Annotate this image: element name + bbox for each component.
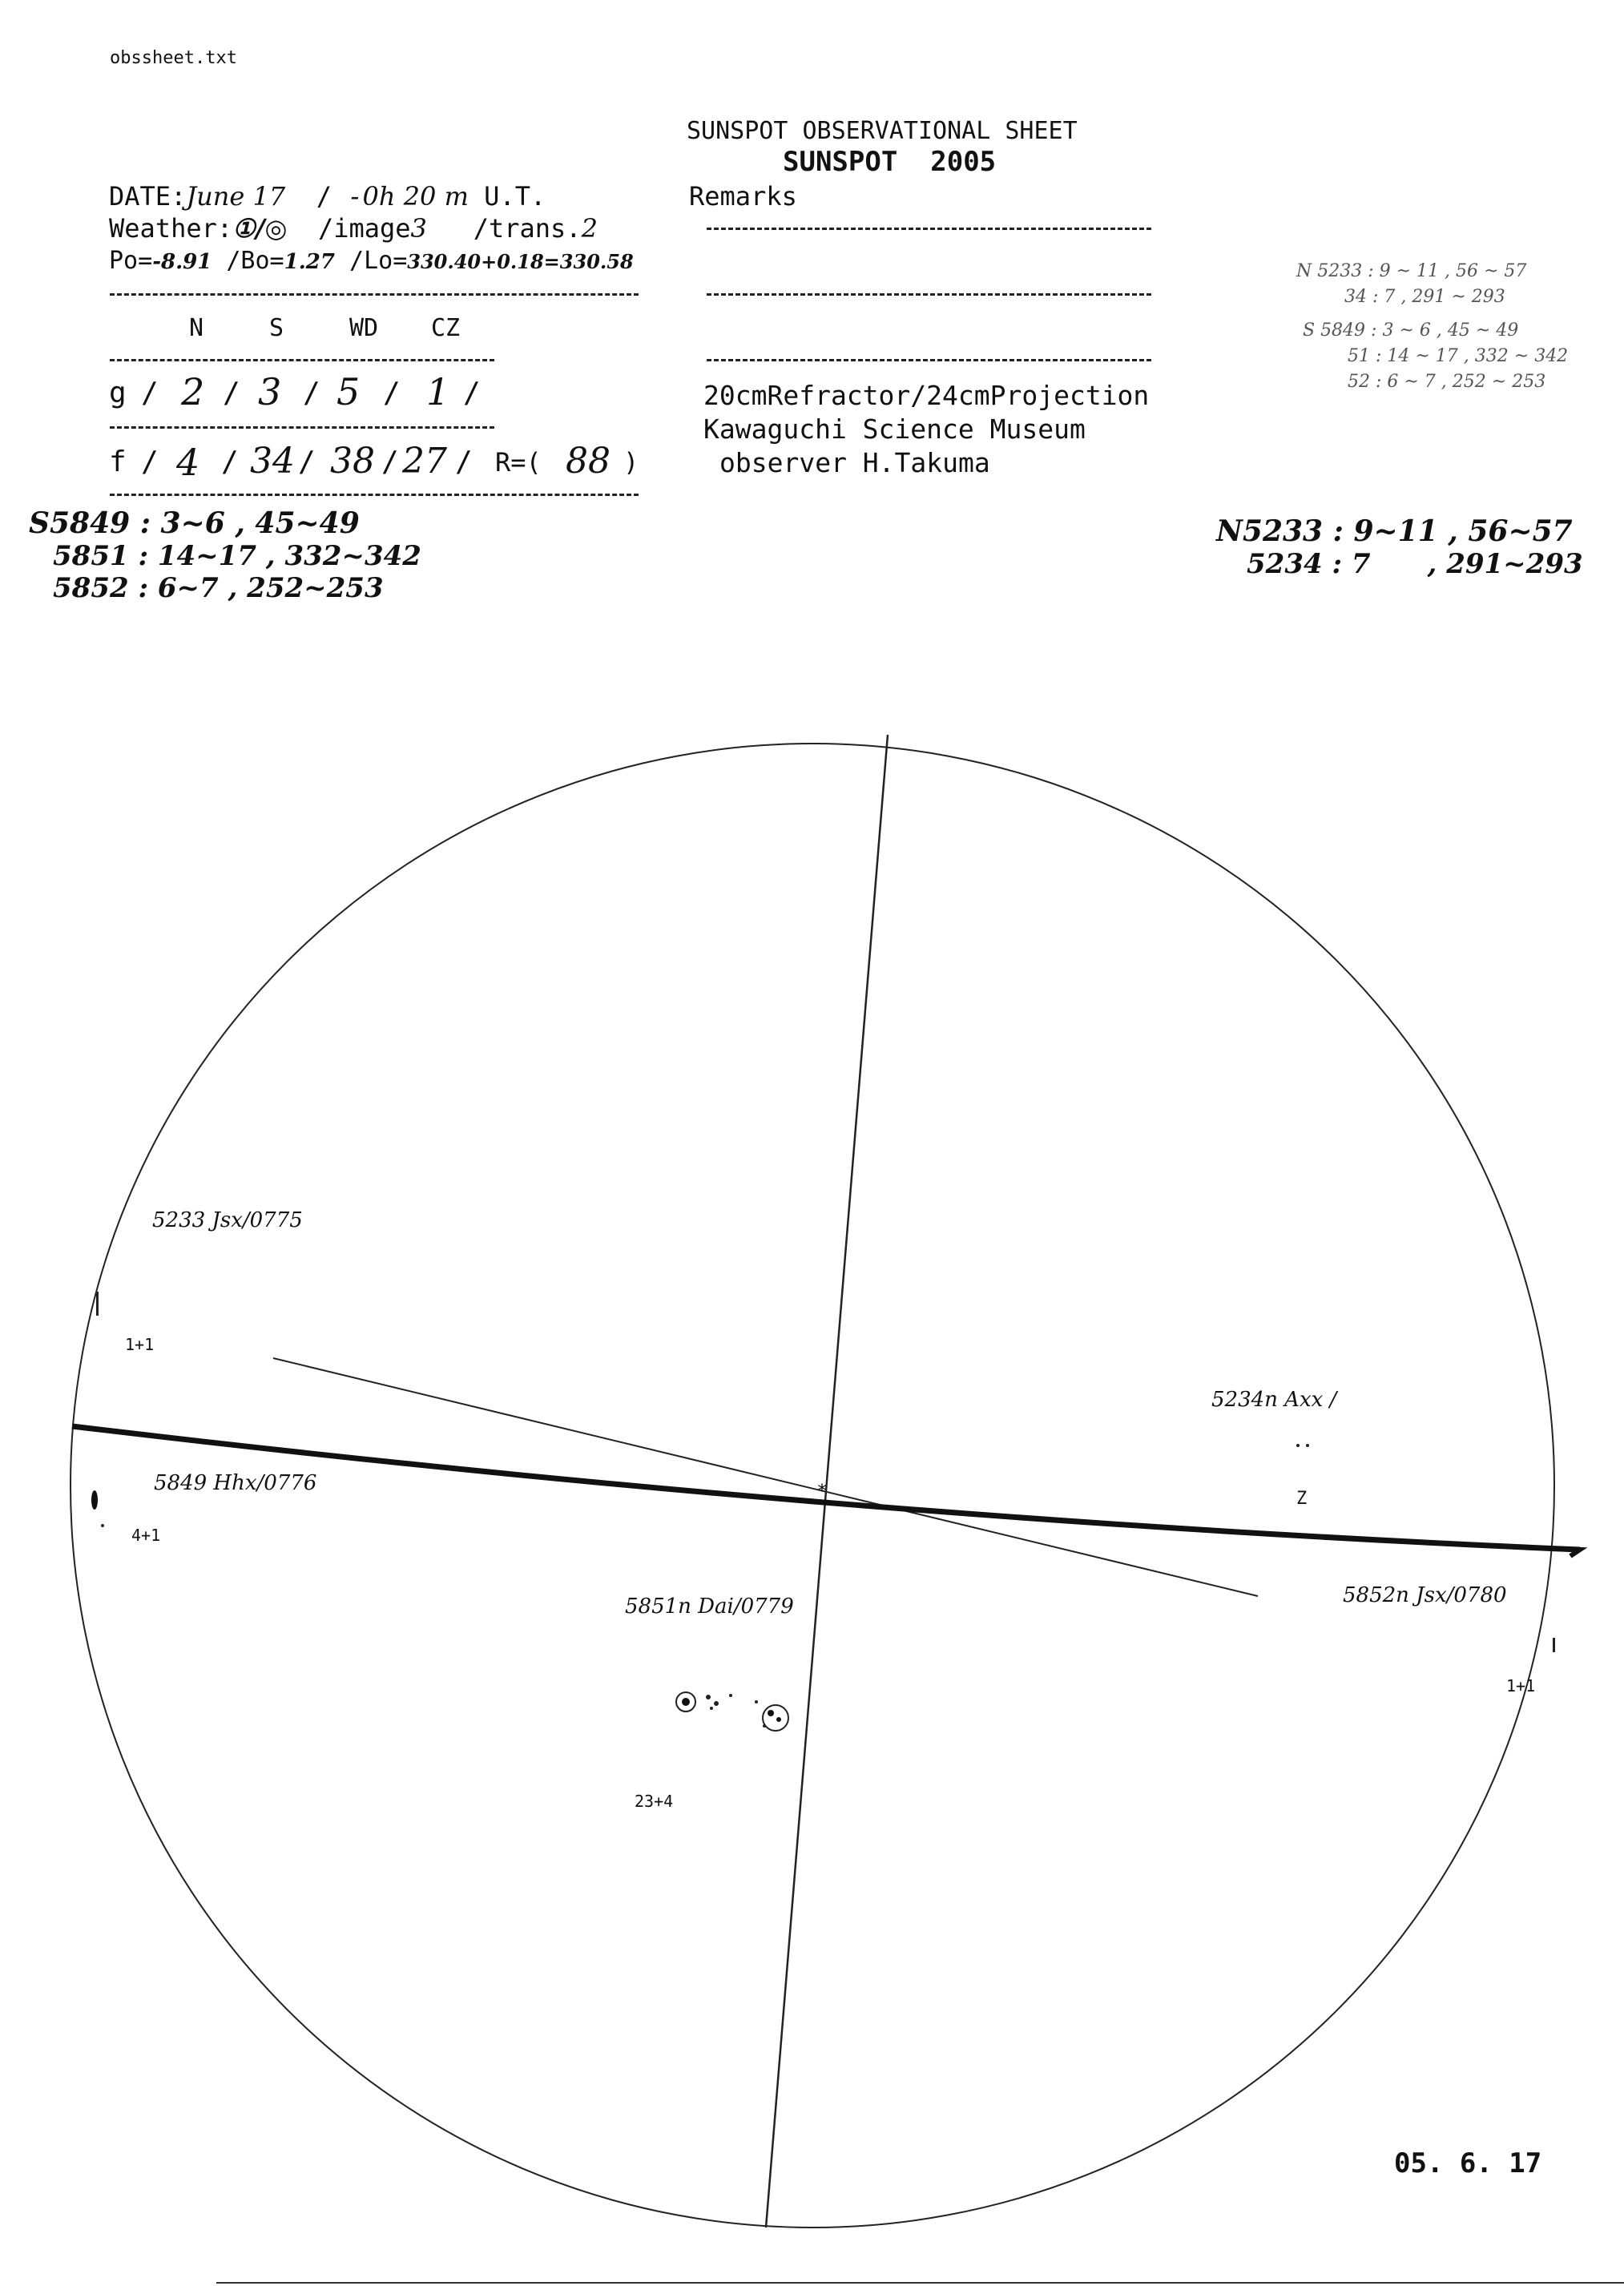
label-group-5851: 5851n Dai/0779 (625, 1595, 794, 1619)
page-bottom-edge (216, 2282, 1624, 2284)
lo-label: /Lo= (349, 247, 408, 275)
r-label: R=( (495, 447, 542, 478)
count-group-5849: 4+1 (131, 1526, 161, 1545)
sunspot-group-5851 (682, 1698, 690, 1706)
sunspot-group-5233 (96, 1292, 99, 1316)
f-label: f (109, 446, 127, 478)
sunspot-group-5851 (714, 1701, 719, 1706)
subtitle-year: 2005 (930, 146, 997, 178)
r-close: ) (623, 447, 639, 478)
g-south: 3 (258, 370, 282, 413)
bo-value: 1.27 (284, 250, 335, 274)
sunspot-small (101, 1524, 104, 1527)
count-group-5851: 23+4 (635, 1792, 674, 1811)
file-name: obssheet.txt (110, 48, 237, 68)
north-note-1: N5233 : 9~11 , 56~57 (1216, 514, 1573, 548)
sunspot-group-5852 (1553, 1638, 1555, 1652)
equator-line-end (1553, 1549, 1580, 1556)
slash: / (463, 377, 481, 409)
g-north: 2 (181, 370, 205, 413)
sheet-title: SUNSPOT OBSERVATIONAL SHEET (687, 117, 1078, 145)
label-group-5849: 5849 Hhx/0776 (154, 1471, 317, 1495)
date-value: June 17 (186, 181, 286, 212)
sunspot-group-5851 (706, 1695, 711, 1699)
south-note-3: 5852 : 6~7 , 252~253 (53, 572, 384, 604)
f-wd: 38 (330, 441, 375, 482)
weather-value: ①/◎ (232, 213, 288, 244)
south-note-2: 5851 : 14~17 , 332~342 (53, 540, 421, 572)
north-note-2: 5234 : 7 , 291~293 (1247, 548, 1583, 580)
disk-center-mark: * (817, 1482, 827, 1502)
trans-label: /trans. (473, 213, 582, 244)
slash: / (383, 377, 401, 409)
r-value: 88 (566, 441, 611, 482)
slash: / (303, 377, 320, 409)
note-south-2: 51 : 14 ~ 17 , 332 ~ 342 (1348, 346, 1569, 366)
label-group-5852: 5852n Jsx/0780 (1343, 1583, 1507, 1607)
note-north-1: N 5233 : 9 ~ 11 , 56 ~ 57 (1296, 261, 1527, 281)
sunspot-group-5851 (710, 1707, 713, 1710)
lo-value: 330.40+0.18=330.58 (407, 250, 634, 273)
subtitle-prefix: SUNSPOT (783, 146, 898, 178)
note-south-3: 52 : 6 ~ 7 , 252 ~ 253 (1348, 372, 1546, 392)
observation-date-stamp: 05. 6. 17 (1394, 2147, 1542, 2179)
slash: / (455, 446, 473, 478)
slash: / (223, 377, 240, 409)
sunspot-group-5851 (763, 1705, 788, 1731)
trans-value: 2 (581, 213, 598, 244)
slash: / (381, 446, 399, 478)
label-group-5233: 5233 Jsx/0775 (152, 1208, 303, 1232)
ecliptic-line (273, 1358, 1258, 1596)
count-group-5852: 1+1 (1506, 1676, 1536, 1695)
col-n: N (189, 314, 204, 342)
sunspot-group-5849 (91, 1490, 98, 1510)
image-value: 3 (410, 213, 427, 244)
slash: / (141, 377, 159, 409)
sunspot-group-5851 (755, 1700, 758, 1703)
slash: / (298, 446, 316, 478)
remarks-label: Remarks (689, 181, 797, 212)
sunspot-group-5851 (729, 1694, 732, 1697)
sunspot-group-5851 (768, 1710, 774, 1716)
image-label: /image (317, 213, 411, 244)
g-label: g (109, 377, 127, 409)
note-south-1: S 5849 : 3 ~ 6 , 45 ~ 49 (1303, 321, 1519, 341)
time-label: / - (316, 181, 363, 212)
institution: Kawaguchi Science Museum (703, 413, 1086, 445)
f-north: 4 (176, 441, 200, 484)
sunspot-group-5851 (763, 1724, 766, 1728)
observer: observer H.Takuma (719, 447, 990, 478)
po-label: Po= (109, 247, 153, 275)
po-value: -8.91 (152, 250, 212, 274)
slash: / (141, 446, 159, 478)
instrument: 20cmRefractor/24cmProjection (703, 380, 1150, 411)
time-value: 0h 20 m (362, 181, 469, 212)
weather-label: Weather: (109, 213, 233, 244)
date-label: DATE: (109, 181, 187, 212)
f-cz: 27 (402, 441, 447, 482)
sunspot-group-5234 (1296, 1444, 1300, 1447)
note-north-2: 34 : 7 , 291 ~ 293 (1344, 287, 1505, 307)
south-note-1: S5849 : 3~6 , 45~49 (29, 506, 360, 540)
label-group-5234: 5234n Axx / (1211, 1388, 1337, 1412)
slash: / (221, 446, 239, 478)
sunspot-group-5234 (1306, 1444, 1309, 1447)
col-cz: CZ (431, 314, 461, 342)
g-wd: 5 (336, 370, 361, 413)
marker-z: Z (1296, 1489, 1308, 1509)
count-group-5233: 1+1 (125, 1335, 155, 1354)
f-south: 34 (250, 441, 295, 482)
sunspot-group-5851 (776, 1717, 781, 1722)
col-s: S (269, 314, 284, 342)
bo-label: /Bo= (226, 247, 284, 275)
g-cz: 1 (426, 370, 450, 413)
time-unit: U.T. (484, 181, 546, 212)
col-wd: WD (349, 314, 379, 342)
